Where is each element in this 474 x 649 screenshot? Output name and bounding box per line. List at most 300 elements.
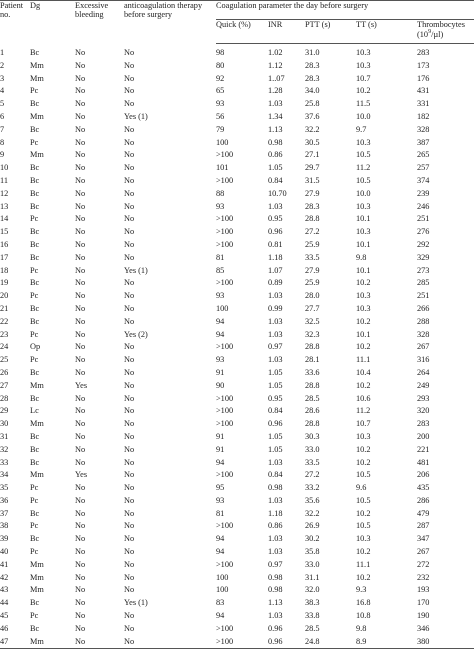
thrombocytes-cell: 288 xyxy=(417,316,430,326)
table-row xyxy=(0,610,474,623)
table-row xyxy=(0,636,474,649)
bleeding-cell: No xyxy=(75,265,86,275)
ptt-cell: 28.0 xyxy=(305,291,320,301)
quick-cell: 93 xyxy=(216,99,225,109)
ptt-cell: 30.3 xyxy=(305,431,320,441)
tt-cell: 16.8 xyxy=(356,598,371,608)
bleeding-cell: No xyxy=(75,547,86,557)
patient-no-cell: 39 xyxy=(0,534,9,544)
ptt-cell: 27.1 xyxy=(305,150,320,160)
patient-no-cell: 34 xyxy=(0,470,9,480)
patient-no-cell: 18 xyxy=(0,265,9,275)
tt-cell: 9.8 xyxy=(356,623,367,633)
tt-cell: 10.5 xyxy=(356,495,371,505)
tt-cell: 10.5 xyxy=(356,150,371,160)
anticoag-cell: No xyxy=(124,188,135,198)
table-row xyxy=(0,354,474,367)
inr-cell: 1.13 xyxy=(268,598,283,608)
thrombocytes-cell: 190 xyxy=(417,611,430,621)
tt-cell: 10.5 xyxy=(356,175,371,185)
inr-cell: 0.96 xyxy=(268,623,283,633)
dg-cell: Bc xyxy=(30,316,40,326)
quick-cell: 91 xyxy=(216,444,225,454)
table-body xyxy=(0,44,474,649)
anticoag-cell: No xyxy=(124,342,135,352)
inr-cell: 0.96 xyxy=(268,419,283,429)
inr-cell: 0.98 xyxy=(268,483,283,493)
tt-cell: 11.5 xyxy=(356,99,371,109)
table-row xyxy=(0,623,474,636)
dg-cell: Mm xyxy=(30,60,44,70)
tt-cell: 10.3 xyxy=(356,227,371,237)
header-anticoagulation-therapy: anticoagulation therapy before surgery xyxy=(124,1,216,44)
patient-no-cell: 19 xyxy=(0,278,9,288)
bleeding-cell: No xyxy=(75,278,86,288)
anticoag-cell: No xyxy=(124,623,135,633)
dg-cell: Bc xyxy=(30,303,40,313)
tt-cell: 10.3 xyxy=(356,431,371,441)
dg-cell: Bc xyxy=(30,47,40,57)
anticoag-cell: Yes (1) xyxy=(124,598,148,608)
dg-cell: Bc xyxy=(30,239,40,249)
tt-cell: 10.3 xyxy=(356,291,371,301)
bleeding-cell: No xyxy=(75,150,86,160)
table-row xyxy=(0,188,474,201)
anticoag-cell: No xyxy=(124,406,135,416)
table-row xyxy=(0,44,474,60)
dg-cell: Bc xyxy=(30,444,40,454)
ptt-cell: 25.9 xyxy=(305,239,320,249)
tt-cell: 11.1 xyxy=(356,355,371,365)
tt-cell: 10.0 xyxy=(356,111,371,121)
anticoag-cell: No xyxy=(124,239,135,249)
ptt-cell: 32.2 xyxy=(305,124,320,134)
tt-cell: 10.2 xyxy=(356,444,371,454)
patient-no-cell: 17 xyxy=(0,252,9,262)
quick-cell: 85 xyxy=(216,265,225,275)
table-row xyxy=(0,175,474,188)
inr-cell: 1.03 xyxy=(268,201,283,211)
quick-cell: >100 xyxy=(216,214,234,224)
unit-prefix: (10 xyxy=(417,30,429,40)
bleeding-cell: No xyxy=(75,252,86,262)
quick-cell: 100 xyxy=(216,303,229,313)
header-quick: Quick (%) xyxy=(216,20,268,44)
patient-no-cell: 40 xyxy=(0,547,9,557)
ptt-cell: 28.3 xyxy=(305,201,320,211)
anticoag-cell: No xyxy=(124,175,135,185)
tt-cell: 10.3 xyxy=(356,201,371,211)
dg-cell: Mm xyxy=(30,150,44,160)
header-inr: INR xyxy=(268,20,305,44)
table-row xyxy=(0,60,474,73)
tt-cell: 11.2 xyxy=(356,406,371,416)
inr-cell: 0.81 xyxy=(268,239,283,249)
bleeding-cell: No xyxy=(75,175,86,185)
inr-cell: 0.99 xyxy=(268,303,283,313)
quick-cell: 93 xyxy=(216,201,225,211)
ptt-cell: 27.2 xyxy=(305,227,320,237)
ptt-cell: 32.2 xyxy=(305,508,320,518)
table-row xyxy=(0,290,474,303)
bleeding-cell: No xyxy=(75,111,86,121)
dg-cell: Mm xyxy=(30,419,44,429)
dg-cell: Mm xyxy=(30,585,44,595)
table-row xyxy=(0,520,474,533)
table-row xyxy=(0,393,474,406)
anticoag-cell: No xyxy=(124,495,135,505)
anticoag-cell: Yes (1) xyxy=(124,111,148,121)
table-row xyxy=(0,597,474,610)
thrombocytes-cell: 251 xyxy=(417,291,430,301)
tt-cell: 8.9 xyxy=(356,636,417,649)
anticoag-cell: Yes (2) xyxy=(124,329,148,339)
ptt-cell: 28.5 xyxy=(305,393,320,403)
dg-cell: Bc xyxy=(30,457,40,467)
table-row xyxy=(0,457,474,470)
tt-cell: 10.2 xyxy=(356,86,371,96)
patient-no-cell: 28 xyxy=(0,393,9,403)
thrombocytes-cell: 286 xyxy=(417,495,430,505)
bleeding-cell: No xyxy=(75,291,86,301)
bleeding-cell: No xyxy=(75,431,86,441)
quick-cell: >100 xyxy=(216,470,234,480)
patient-no-cell: 21 xyxy=(0,303,9,313)
ptt-cell: 31.0 xyxy=(305,48,320,57)
inr-cell: 1.03 xyxy=(268,99,283,109)
anticoag-cell: No xyxy=(124,86,135,96)
bleeding-cell: No xyxy=(75,188,86,198)
table-row xyxy=(0,316,474,329)
patient-no-cell: 41 xyxy=(0,559,9,569)
table-row xyxy=(0,124,474,137)
anticoag-cell: No xyxy=(124,457,135,467)
header-thrombocytes xyxy=(417,20,474,44)
patient-no-cell: 15 xyxy=(0,227,9,237)
bleeding-cell: No xyxy=(75,163,86,173)
bleeding-cell: No xyxy=(75,534,86,544)
ptt-cell: 30.5 xyxy=(305,137,320,147)
quick-cell: >100 xyxy=(216,636,268,649)
table-row xyxy=(0,213,474,226)
bleeding-cell: No xyxy=(75,495,86,505)
tt-cell: 10.1 xyxy=(356,239,371,249)
tt-cell: 10.5 xyxy=(356,521,371,531)
patient-no-cell: 23 xyxy=(0,329,9,339)
tt-cell: 10.2 xyxy=(356,572,371,582)
table-row xyxy=(0,162,474,175)
inr-cell: 1.34 xyxy=(268,111,283,121)
table-row xyxy=(0,418,474,431)
inr-cell: 1.03 xyxy=(268,495,283,505)
ptt-cell: 33.5 xyxy=(305,457,320,467)
quick-cell: >100 xyxy=(216,406,234,416)
ptt-cell: 32.3 xyxy=(305,329,320,339)
patient-no-cell: 1 xyxy=(0,47,5,57)
table-row xyxy=(0,431,474,444)
inr-cell: 1.03 xyxy=(268,316,283,326)
tt-cell: 10.2 xyxy=(356,508,371,518)
tt-cell: 10.7 xyxy=(356,419,371,429)
thrombocytes-cell: 479 xyxy=(417,508,430,518)
quick-cell: 101 xyxy=(216,163,229,173)
table-row xyxy=(0,201,474,214)
ptt-cell: 28.3 xyxy=(305,73,320,83)
table-row xyxy=(0,98,474,111)
bleeding-cell: No xyxy=(75,316,86,326)
patient-no-cell: 25 xyxy=(0,355,9,365)
ptt-cell: 25.9 xyxy=(305,278,320,288)
inr-cell: 1.05 xyxy=(268,163,283,173)
tt-cell: 10.3 xyxy=(356,48,371,57)
patient-no-cell: 33 xyxy=(0,457,9,467)
table-row xyxy=(0,149,474,162)
tt-cell: 10.1 xyxy=(356,265,371,275)
anticoag-cell: No xyxy=(124,367,135,377)
tt-cell: 10.0 xyxy=(356,188,371,198)
inr-cell: 0.97 xyxy=(268,559,283,569)
bleeding-cell: No xyxy=(75,137,86,147)
ptt-cell: 33.5 xyxy=(305,252,320,262)
dg-cell: Bc xyxy=(30,163,40,173)
table-row xyxy=(0,239,474,252)
quick-cell: 95 xyxy=(216,483,225,493)
tt-cell: 10.3 xyxy=(356,303,371,313)
thrombocytes-cell: 287 xyxy=(417,521,430,531)
table-row xyxy=(0,546,474,559)
quick-cell: 81 xyxy=(216,508,225,518)
dg-cell: Pc xyxy=(30,611,39,621)
ptt-cell: 31.5 xyxy=(305,175,320,185)
bleeding-cell: No xyxy=(75,342,86,352)
dg-cell: Bc xyxy=(30,188,40,198)
table-row xyxy=(0,559,474,572)
inr-cell: 0.84 xyxy=(268,470,283,480)
tt-cell: 10.2 xyxy=(356,547,371,557)
tt-cell: 10.5 xyxy=(356,470,371,480)
table-row xyxy=(0,572,474,585)
bleeding-cell: No xyxy=(75,393,86,403)
quick-cell: 81 xyxy=(216,252,225,262)
patient-no-cell: 27 xyxy=(0,380,9,390)
thrombocytes-cell: 264 xyxy=(417,367,430,377)
anticoag-cell: No xyxy=(124,419,135,429)
inr-cell: 0.96 xyxy=(268,636,305,649)
bleeding-cell: No xyxy=(75,559,86,569)
ptt-cell: 25.8 xyxy=(305,99,320,109)
anticoag-cell: No xyxy=(124,291,135,301)
inr-cell: 1.03 xyxy=(268,534,283,544)
tt-cell: 9.8 xyxy=(356,252,367,262)
thrombocytes-cell: 387 xyxy=(417,137,430,147)
tt-cell: 10.8 xyxy=(356,611,371,621)
dg-cell: Pc xyxy=(30,214,39,224)
dg-cell: Bc xyxy=(30,508,40,518)
tt-cell: 11.1 xyxy=(356,559,371,569)
anticoag-cell: No xyxy=(124,227,135,237)
thrombocytes-cell: 292 xyxy=(417,239,430,249)
anticoag-cell: No xyxy=(124,163,135,173)
patient-no-cell: 10 xyxy=(0,163,9,173)
ptt-cell: 30.2 xyxy=(305,534,320,544)
patient-no-cell: 36 xyxy=(0,495,9,505)
ptt-cell: 33.0 xyxy=(305,444,320,454)
anticoag-cell: No xyxy=(124,521,135,531)
table-row xyxy=(0,495,474,508)
unit-exponent: 9 xyxy=(428,29,432,36)
inr-cell: 0.98 xyxy=(268,137,283,147)
anticoag-cell: No xyxy=(124,470,135,480)
inr-cell: 10.70 xyxy=(268,188,287,198)
patient-no-cell: 24 xyxy=(0,342,9,352)
ptt-cell: 32.0 xyxy=(305,585,320,595)
anticoag-cell: No xyxy=(124,137,135,147)
quick-cell: 93 xyxy=(216,355,225,365)
table-row xyxy=(0,341,474,354)
anticoag-cell: No xyxy=(124,444,135,454)
thrombocytes-cell: 267 xyxy=(417,342,430,352)
patient-no-cell: 46 xyxy=(0,623,9,633)
inr-cell: 1.05 xyxy=(268,367,283,377)
dg-cell: Lc xyxy=(30,406,39,416)
patient-no-cell: 5 xyxy=(0,99,5,109)
quick-cell: >100 xyxy=(216,521,234,531)
bleeding-cell: No xyxy=(75,483,86,493)
tt-cell: 10.2 xyxy=(356,342,371,352)
inr-cell: 1.03 xyxy=(268,611,283,621)
table-row xyxy=(0,303,474,316)
table-row xyxy=(0,265,474,278)
tt-cell: 9.3 xyxy=(356,585,367,595)
ptt-cell: 28.6 xyxy=(305,406,320,416)
thrombocytes-cell: 328 xyxy=(417,124,430,134)
inr-cell: 1.05 xyxy=(268,431,283,441)
quick-cell: 94 xyxy=(216,329,225,339)
header-dg: Dg xyxy=(30,1,75,44)
table-row xyxy=(0,469,474,482)
patient-no-cell: 16 xyxy=(0,239,9,249)
inr-cell: 1.03 xyxy=(268,291,283,301)
inr-cell: 0.95 xyxy=(268,214,283,224)
quick-cell: 83 xyxy=(216,598,225,608)
bleeding-cell: No xyxy=(75,86,86,96)
dg-cell: Mm xyxy=(30,572,44,582)
bleeding-cell: No xyxy=(75,124,86,134)
inr-cell: 0.86 xyxy=(268,521,283,531)
bleeding-cell: No xyxy=(75,227,86,237)
anticoag-cell: No xyxy=(124,431,135,441)
quick-cell: >100 xyxy=(216,227,234,237)
quick-cell: 92 xyxy=(216,73,225,83)
quick-cell: >100 xyxy=(216,623,234,633)
anticoag-cell: No xyxy=(124,508,135,518)
anticoag-cell: No xyxy=(124,585,135,595)
table-row xyxy=(0,508,474,521)
tt-cell: 10.7 xyxy=(356,73,371,83)
anticoag-cell: No xyxy=(124,47,135,57)
table-row xyxy=(0,85,474,98)
quick-cell: >100 xyxy=(216,342,234,352)
table-row xyxy=(0,482,474,495)
quick-cell: >100 xyxy=(216,419,234,429)
bleeding-cell: No xyxy=(75,508,86,518)
tt-cell: 9.6 xyxy=(356,483,367,493)
patient-no-cell: 30 xyxy=(0,419,9,429)
thrombocytes-cell: 293 xyxy=(417,393,430,403)
table-row xyxy=(0,584,474,597)
inr-cell: 1.07 xyxy=(268,265,283,275)
patient-no-cell: 6 xyxy=(0,111,5,121)
anticoag-cell: No xyxy=(124,547,135,557)
tt-cell: 10.2 xyxy=(356,380,371,390)
bleeding-cell: No xyxy=(75,611,86,621)
dg-cell: Bc xyxy=(30,623,40,633)
anticoag-cell: No xyxy=(124,201,135,211)
patient-no-cell: 43 xyxy=(0,585,9,595)
dg-cell: Pc xyxy=(30,86,39,96)
anticoag-cell: No xyxy=(124,559,135,569)
ptt-cell: 24.8 xyxy=(305,636,356,649)
quick-cell: 98 xyxy=(216,48,225,57)
quick-cell: >100 xyxy=(216,278,234,288)
thrombocytes-cell: 283 xyxy=(417,48,430,57)
dg-cell: Mm xyxy=(30,380,44,390)
dg-cell: Pc xyxy=(30,329,39,339)
tt-cell: 11.2 xyxy=(356,163,371,173)
tt-cell: 10.3 xyxy=(356,534,371,544)
ptt-cell: 28.3 xyxy=(305,60,320,70)
dg-cell: Mm xyxy=(30,73,44,83)
patient-no-cell: 32 xyxy=(0,444,9,454)
inr-cell: 0.97 xyxy=(268,342,283,352)
inr-cell: 1.05 xyxy=(268,380,283,390)
inr-cell: 0.96 xyxy=(268,227,283,237)
thrombocytes-cell: 272 xyxy=(417,559,430,569)
header-ptt: PTT (s) xyxy=(305,20,356,44)
patient-no-cell: 31 xyxy=(0,431,9,441)
ptt-cell: 33.6 xyxy=(305,367,320,377)
header-thrombocytes-label: Thrombocytes xyxy=(417,20,465,29)
ptt-cell: 28.8 xyxy=(305,342,320,352)
inr-cell: 0.98 xyxy=(268,585,283,595)
ptt-cell: 27.2 xyxy=(305,470,320,480)
thrombocytes-cell: 431 xyxy=(417,86,430,96)
bleeding-cell: No xyxy=(75,355,86,365)
thrombocytes-cell: 173 xyxy=(417,60,430,70)
ptt-cell: 33.2 xyxy=(305,483,320,493)
anticoag-cell: Yes (1) xyxy=(124,265,148,275)
patient-no-cell: 7 xyxy=(0,124,5,134)
dg-cell: Bc xyxy=(30,431,40,441)
quick-cell: 94 xyxy=(216,611,225,621)
thrombocytes-cell: 380 xyxy=(417,636,474,649)
table-row xyxy=(0,277,474,290)
bleeding-cell: No xyxy=(75,47,86,57)
thrombocytes-cell: 435 xyxy=(417,483,430,493)
quick-cell: 94 xyxy=(216,316,225,326)
dg-cell: Pc xyxy=(30,355,39,365)
inr-cell: 1..07 xyxy=(268,73,285,83)
tt-cell: 10.4 xyxy=(356,367,371,377)
anticoag-cell: No xyxy=(124,73,135,83)
table-row xyxy=(0,252,474,265)
bleeding-cell: No xyxy=(75,419,86,429)
header-thrombocytes-unit xyxy=(417,29,474,39)
table-row xyxy=(0,444,474,457)
bleeding-cell: No xyxy=(75,303,86,313)
dg-cell: Bc xyxy=(30,175,40,185)
bleeding-cell: Yes xyxy=(75,470,88,480)
